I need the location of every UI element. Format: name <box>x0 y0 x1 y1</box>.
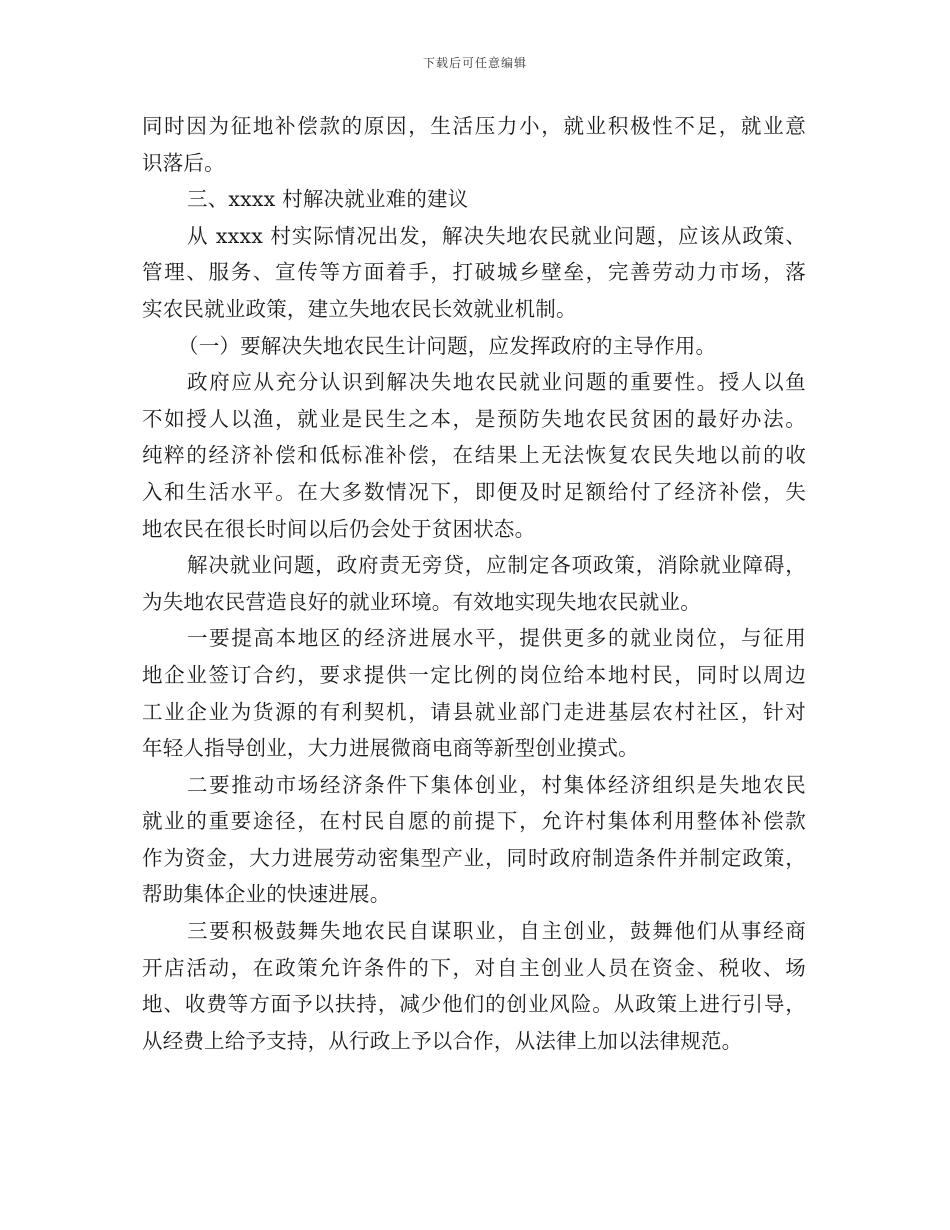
subsection-heading: （一）要解决失地农民生计问题，应发挥政府的主导作用。 <box>178 333 717 358</box>
text-line: 纯粹的经济补偿和低标准补偿，在结果上无法恢复农民失地以前的收 <box>142 443 806 468</box>
text-line: 为失地农民营造良好的就业环境。有效地实现失地农民就业。 <box>142 589 701 614</box>
text-line: 从经费上给予支持，从行政上予以合作，从法律上加以法律规范。 <box>142 1028 743 1053</box>
text-line: 管理、服务、宣传等方面着手，打破城乡壁垒，完善劳动力市场，落 <box>142 260 806 285</box>
text-line: 入和生活水平。在大多数情况下，即便及时足额给付了经济补偿，失 <box>142 479 806 504</box>
text-line: 一要提高本地区的经济进展水平，提供更多的就业岗位，与征用 <box>187 626 806 651</box>
text-line: 年轻人指导创业，大力进展微商电商等新型创业摸式。 <box>142 736 639 761</box>
text-line: 识落后。 <box>142 150 225 175</box>
section-heading: 三、xxxx 村解决就业难的建议 <box>187 187 469 212</box>
text-line: 开店活动，在政策允许条件的下，对自主创业人员在资金、税收、场 <box>142 955 806 980</box>
text-line: 实农民就业政策，建立失地农民长效就业机制。 <box>142 296 577 321</box>
text-line: 就业的重要途径，在村民自愿的前提下，允许村集体利用整体补偿款 <box>142 809 806 834</box>
text-line: 政府应从充分认识到解决失地农民就业问题的重要性。授人以鱼 <box>187 370 806 395</box>
text-line: 工业企业为货源的有利契机，请县就业部门走进基层农村社区，针对 <box>142 699 806 724</box>
text-line: 解决就业问题，政府责无旁贷，应制定各项政策，消除就业障碍， <box>187 553 806 578</box>
text-line: 地企业签订合约，要求提供一定比例的岗位给本地村民，同时以周边 <box>142 662 806 687</box>
text-line: 作为资金，大力进展劳动密集型产业，同时政府制造条件并制定政策， <box>142 845 806 870</box>
page-header: 下载后可任意编辑 <box>422 56 527 70</box>
text-line: 三要积极鼓舞失地农民自谋职业，自主创业，鼓舞他们从事经商 <box>187 919 806 944</box>
text-line: 地、收费等方面予以扶持，减少他们的创业风险。从政策上进行引导， <box>142 992 806 1017</box>
text-line: 不如授人以渔，就业是民生之本，是预防失地农民贫困的最好办法。 <box>142 406 806 431</box>
text-line: 帮助集体企业的快速进展。 <box>142 882 391 907</box>
text-line: 同时因为征地补偿款的原因，生活压力小，就业积极性不足，就业意 <box>142 114 806 138</box>
text-line: 二要推动市场经济条件下集体创业，村集体经济组织是失地农民 <box>187 772 806 797</box>
document-body <box>142 108 806 1059</box>
text-line: 从 xxxx 村实际情况出发，解决失地农民就业问题，应该从政策、 <box>187 223 806 248</box>
text-line: 地农民在很长时间以后仍会处于贫困状态。 <box>142 516 536 541</box>
